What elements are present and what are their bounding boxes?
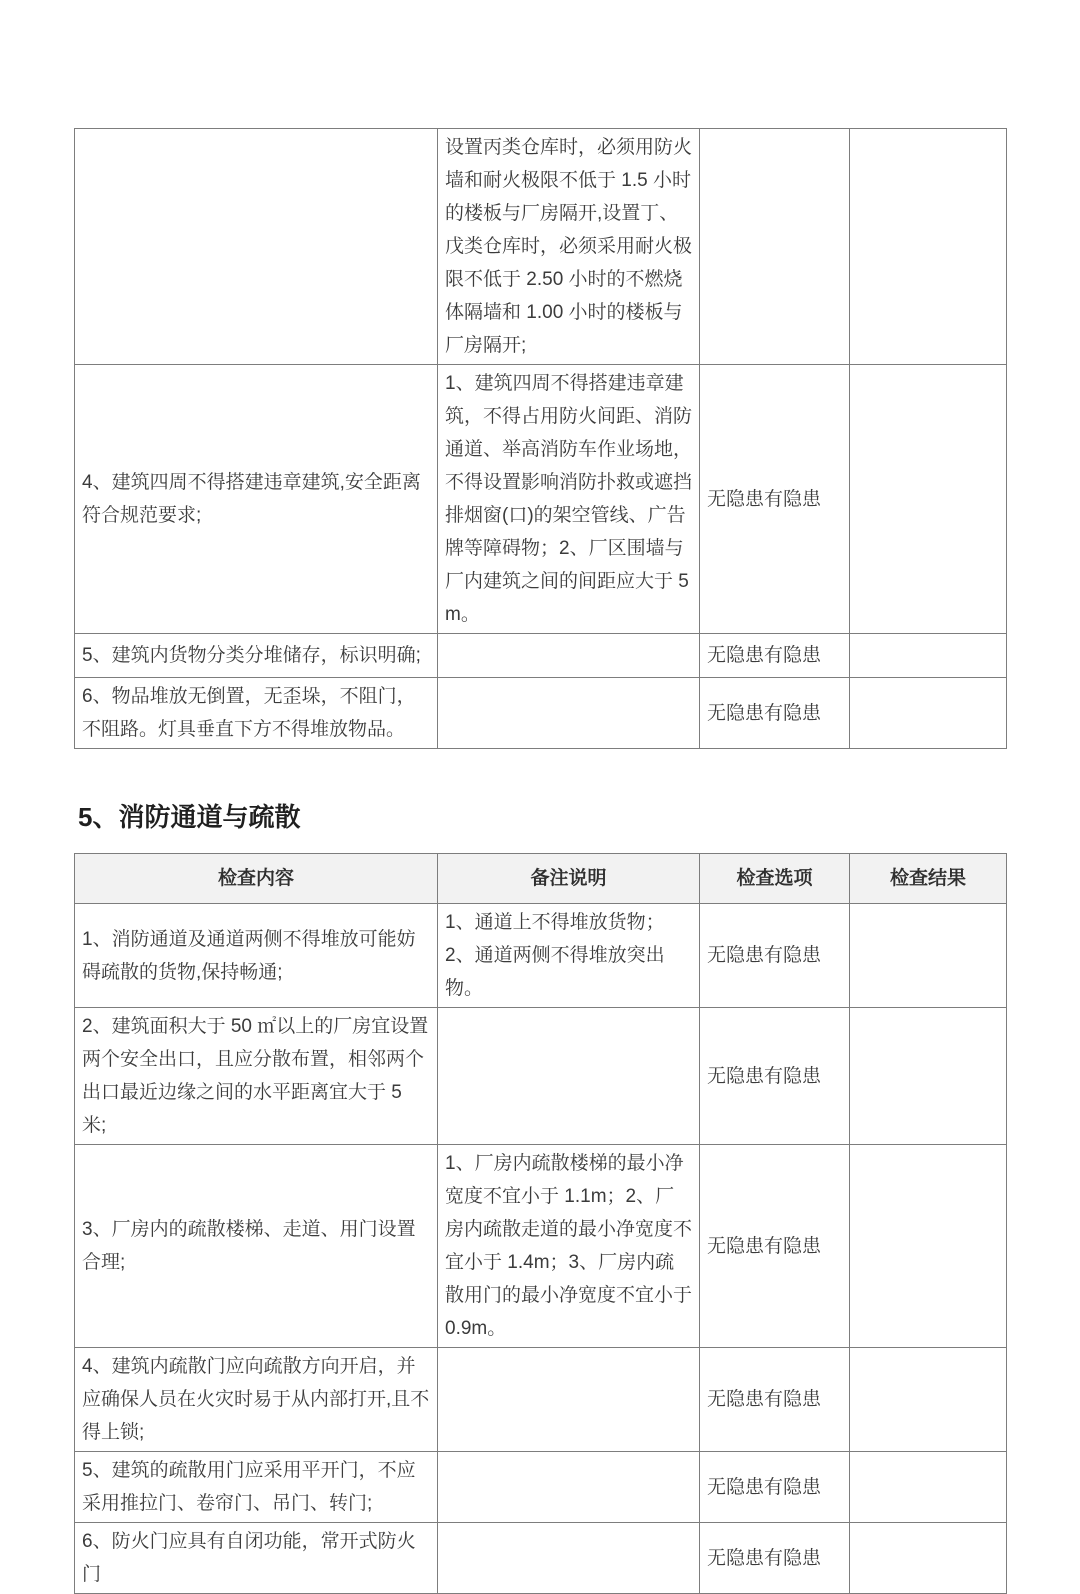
result-cell [850,1145,1007,1348]
check-content-cell: 2、建筑面积大于 50 ㎡以上的厂房宜设置两个安全出口，且应分散布置，相邻两个出口最近边缘之间的水平距离宜大于 5 米; [75,1008,438,1145]
remark-cell [438,1008,700,1145]
fire-passage-evacuation-table [74,853,1007,1594]
remark-cell [438,1452,700,1523]
remark-cell: 1、建筑四周不得搭建违章建筑，不得占用防火间距、消防通道、举高消防车作业场地，不得设置影响消防扑救或遮挡排烟窗(口)的架空管线、广告牌等障碍物；2、厂区围墙与厂内建筑之间的间距应大于 5m。 [438,365,700,634]
check-content-cell: 1、消防通道及通道两侧不得堆放可能妨碍疏散的货物,保持畅通; [75,904,438,1008]
check-content-cell: 4、建筑内疏散门应向疏散方向开启，并应确保人员在火灾时易于从内部打开,且不得上锁; [75,1348,438,1452]
result-cell [850,365,1007,634]
option-cell [700,129,850,365]
result-cell [850,678,1007,749]
check-content-cell: 4、建筑四周不得搭建违章建筑,安全距离符合规范要求; [75,365,438,634]
col-header-check-result: 检查结果 [850,854,1007,904]
remark-cell [438,678,700,749]
table-row [75,678,1007,749]
remark-cell: 设置丙类仓库时，必须用防火墙和耐火极限不低于 1.5 小时的楼板与厂房隔开,设置丁、戊类仓库时，必须采用耐火极限不低于 2.50 小时的不燃烧体隔墙和 1.00 小时的楼板与厂房隔开; [438,129,700,365]
document-page [74,128,1006,1594]
option-cell: 无隐患有隐患 [700,1008,850,1145]
option-cell: 无隐患有隐患 [700,365,850,634]
option-cell: 无隐患有隐患 [700,634,850,678]
check-content-cell: 5、建筑内货物分类分堆储存，标识明确; [75,634,438,678]
remark-cell [438,1523,700,1594]
result-cell [850,1348,1007,1452]
remark-cell: 1、通道上不得堆放货物；2、通道两侧不得堆放突出物。 [438,904,700,1008]
check-content-cell: 6、防火门应具有自闭功能，常开式防火门 [75,1523,438,1594]
option-cell: 无隐患有隐患 [700,1452,850,1523]
check-content-cell: 5、建筑的疏散用门应采用平开门，不应采用推拉门、卷帘门、吊门、转门; [75,1452,438,1523]
col-header-check-content: 检查内容 [75,854,438,904]
check-content-cell: 3、厂房内的疏散楼梯、走道、用门设置合理; [75,1145,438,1348]
check-content-cell: 6、物品堆放无倒置，无歪垛，不阻门，不阻路。灯具垂直下方不得堆放物品。 [75,678,438,749]
result-cell [850,904,1007,1008]
option-cell: 无隐患有隐患 [700,904,850,1008]
option-cell: 无隐患有隐患 [700,1145,850,1348]
remark-cell: 1、厂房内疏散楼梯的最小净宽度不宜小于 1.1m；2、厂房内疏散走道的最小净宽度不宜小于 1.4m；3、厂房内疏散用门的最小净宽度不宜小于 0.9m。 [438,1145,700,1348]
option-cell: 无隐患有隐患 [700,1348,850,1452]
table-row [75,634,1007,678]
table-row [75,1008,1007,1145]
col-header-remark: 备注说明 [438,854,700,904]
table-row [75,1452,1007,1523]
result-cell [850,1008,1007,1145]
table-row [75,365,1007,634]
result-cell [850,634,1007,678]
result-cell [850,1523,1007,1594]
table-header-row [75,854,1007,904]
table-row [75,1145,1007,1348]
building-safety-checklist-table-continued [74,128,1007,749]
option-cell: 无隐患有隐患 [700,678,850,749]
remark-cell [438,634,700,678]
table-row [75,1348,1007,1452]
table-row [75,129,1007,365]
col-header-check-option: 检查选项 [700,854,850,904]
table-row [75,1523,1007,1594]
section-title: 5、消防通道与疏散 [78,802,301,832]
option-cell: 无隐患有隐患 [700,1523,850,1594]
remark-cell [438,1348,700,1452]
table-row [75,904,1007,1008]
result-cell [850,1452,1007,1523]
check-content-cell [75,129,438,365]
result-cell [850,129,1007,365]
